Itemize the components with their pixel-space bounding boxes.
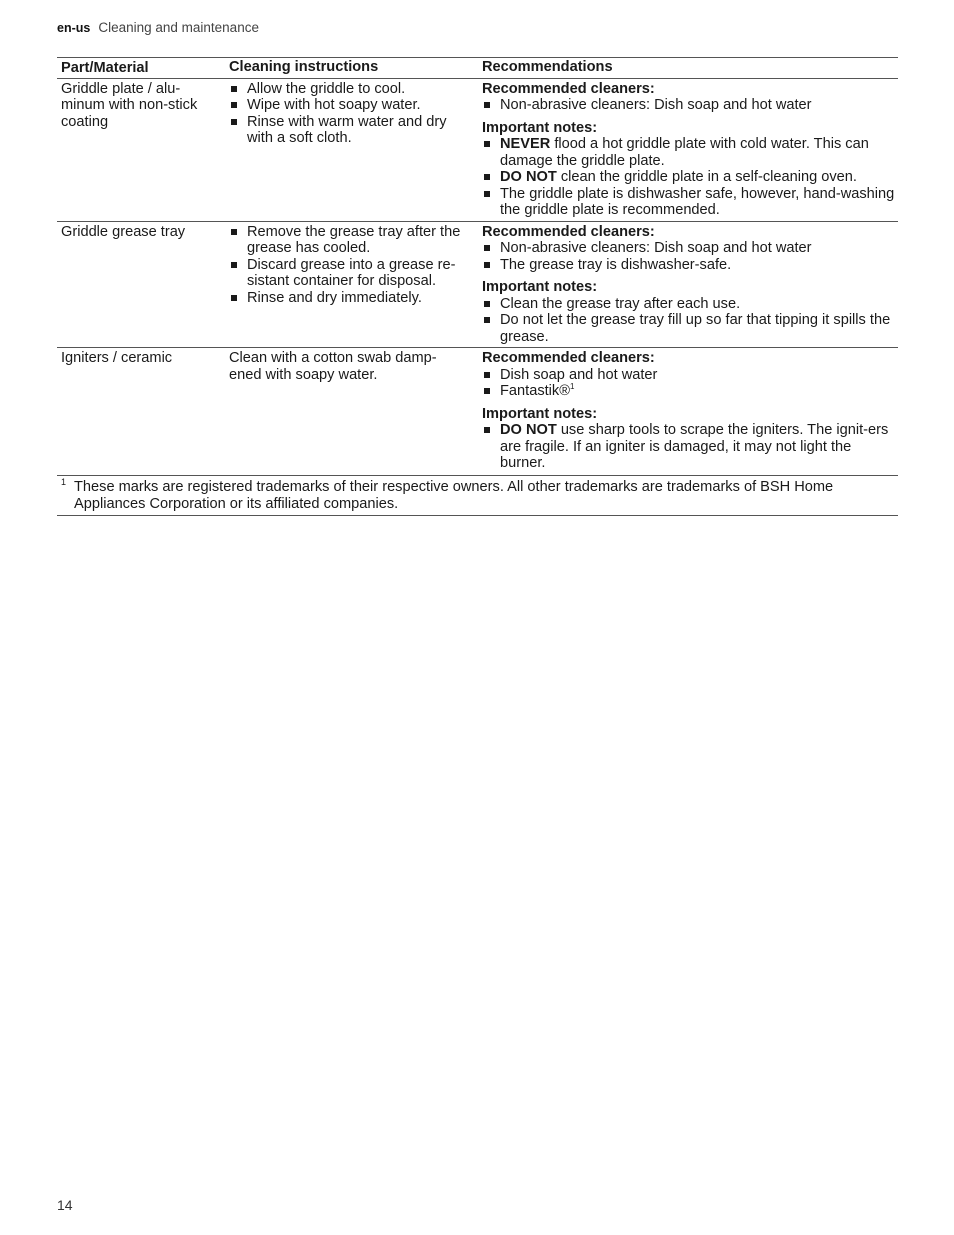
cleaning-table	[57, 57, 898, 474]
list-item: NEVER flood a hot griddle plate with cold water. This can damage the griddle plate.	[482, 136, 898, 169]
footnote-text: These marks are registered trademarks of their respective owners. All other trademarks are trademarks of BSH Home Appliances Corporation or its affiliated companies.	[74, 479, 834, 512]
list-item: Allow the griddle to cool.	[229, 81, 470, 98]
recommendations-cell	[478, 81, 898, 219]
list-item: Fantastik®$^1$	[482, 383, 898, 400]
list-item: Non-abrasive cleaners: Dish soap and hot water	[482, 97, 898, 114]
recommendations-cell	[478, 224, 898, 346]
list-item: DO NOT use sharp tools to scrape the igniters. The ignit-ers are fragile. If an igniter is damaged, it may not light the burner.	[482, 422, 898, 472]
list-item: The grease tray is dishwasher-safe.	[482, 257, 898, 274]
part-cell: Igniters / ceramic	[61, 350, 173, 366]
column-header-instructions: Cleaning instructions	[229, 59, 379, 75]
notes-title: Important notes:	[482, 279, 598, 295]
list-item: Dish soap and hot water	[482, 367, 898, 384]
column-header-part: Part/Material	[61, 60, 149, 76]
running-header	[57, 20, 259, 36]
list-item: Remove the grease tray after the grease has cooled.	[229, 224, 470, 257]
part-cell: Griddle grease tray	[61, 223, 186, 240]
list-item: Do not let the grease tray fill up so far that tipping it spills the grease.	[482, 312, 898, 345]
list-item: DO NOT clean the griddle plate in a self-cleaning oven.	[482, 169, 898, 186]
table-header-row	[57, 58, 898, 79]
notes-title: Important notes:	[482, 405, 598, 422]
instructions-cell	[225, 224, 478, 346]
list-item: Rinse and dry immediately.	[229, 290, 470, 307]
cleaners-title: Recommended cleaners:	[482, 80, 655, 97]
list-item: Non-abrasive cleaners: Dish soap and hot water	[482, 240, 898, 257]
column-header-recommendations: Recommendations	[482, 59, 613, 75]
list-item: Discard grease into a grease re-sistant container for disposal.	[229, 257, 470, 290]
footnote-mark: 1	[61, 477, 67, 487]
cleaners-title: Recommended cleaners:	[482, 223, 655, 240]
footnote-ref: 1	[569, 382, 575, 392]
notes-title: Important notes:	[482, 119, 598, 136]
instructions-cell: Clean with a cotton swab damp-ened with soapy water.	[229, 350, 437, 383]
recommendations-cell	[478, 350, 898, 472]
list-item: The griddle plate is dishwasher safe, however, hand-washing the griddle plate is recommended.	[482, 186, 898, 219]
section-title: Cleaning and maintenance	[98, 20, 259, 35]
list-item: Wipe with hot soapy water.	[229, 97, 470, 114]
table-row	[57, 222, 898, 349]
table-row	[57, 348, 898, 474]
cleaners-title: Recommended cleaners:	[482, 350, 655, 366]
instructions-cell	[225, 81, 478, 219]
list-item: Clean the grease tray after each use.	[482, 296, 898, 313]
page-number: 14	[57, 1197, 73, 1213]
part-cell: Griddle plate / alu-minum with non-stick coating	[61, 80, 198, 130]
trademark-footnote	[57, 475, 898, 516]
table-row	[57, 79, 898, 222]
list-item: Rinse with warm water and dry with a soft cloth.	[229, 114, 470, 147]
language-code: en-us	[57, 21, 91, 35]
